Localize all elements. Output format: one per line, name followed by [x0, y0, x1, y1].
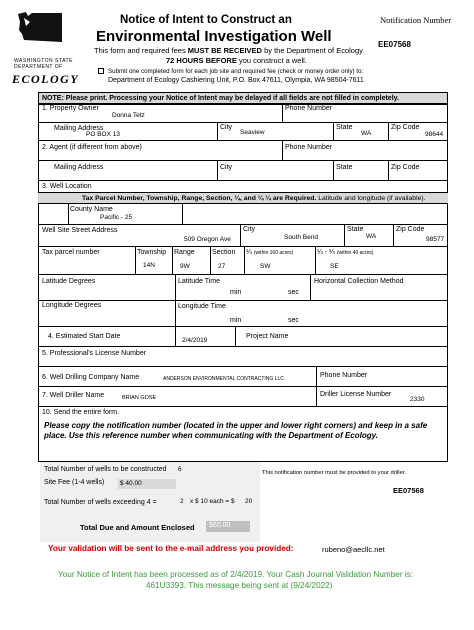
license-label: Driller License Number	[320, 391, 392, 398]
section7-line	[38, 386, 448, 387]
instruction-line4: Department of Ecology Cashiering Unit, P.O. Box 47611, Olympia, WA 98504-7611	[108, 77, 364, 84]
quarter-label	[246, 249, 293, 256]
section1-city-divider	[217, 122, 218, 140]
instr1-b: MUST BE RECEIVED	[187, 46, 262, 55]
longitude-row-line	[38, 300, 448, 301]
section2-city-divider	[217, 160, 218, 180]
section2-row2-line	[38, 160, 448, 161]
section3-line	[38, 180, 448, 181]
longitude-deg-label: Longitude Degrees	[42, 302, 102, 309]
street-state-divider	[344, 224, 345, 246]
section2-label: 2. Agent (if different from above)	[42, 144, 142, 151]
site-fee-label: Site Fee (1-4 wells)	[44, 479, 105, 486]
section7-license-divider	[316, 386, 317, 406]
section-value[interactable]: 27	[218, 263, 226, 270]
section1-state-value[interactable]: WA	[361, 130, 372, 137]
section1-city-label: City	[220, 124, 233, 131]
notification-number-top: EE07568	[378, 40, 411, 49]
washington-map-icon	[16, 10, 64, 44]
street-row-line	[38, 224, 448, 225]
qq-symbol: ¼ - ¼	[317, 249, 335, 256]
instr2-a: 72 HOURS BEFORE	[166, 56, 237, 65]
parcel-label: Tax parcel number	[42, 249, 100, 256]
notification-number-bottom: EE07568	[393, 486, 424, 495]
section1-line	[38, 104, 448, 105]
exceeding-total: 20	[245, 498, 253, 505]
form-title-line2: Environmental Investigation Well	[96, 28, 332, 45]
qq-value[interactable]: SE	[330, 263, 339, 270]
section1-phone-label: Phone Number	[285, 105, 333, 112]
latitude-time-label: Latitude Time	[178, 278, 221, 285]
ecology-logo	[10, 6, 80, 92]
range-value[interactable]: 9W	[180, 263, 190, 270]
section-label: Section	[212, 249, 236, 256]
section1-city-value[interactable]: Seaview	[240, 129, 265, 136]
qq-divider	[315, 246, 316, 274]
instruction-line2	[166, 56, 307, 65]
section1-zip-divider	[388, 122, 389, 140]
wells-label: Total Number of wells to be constructed	[44, 466, 167, 473]
section1-state-divider	[333, 122, 334, 140]
validation-text: Your validation will be sent to the e-mail address you provided:	[48, 544, 294, 553]
instr1-a: This form and required fees	[94, 46, 188, 55]
instr2-b: you construct a well.	[236, 56, 307, 65]
validation-email[interactable]: rubeno@aecllc.net	[322, 545, 385, 554]
section1-phone-divider	[282, 104, 283, 122]
township-divider	[135, 246, 136, 274]
street-zip-divider	[393, 224, 394, 246]
project-name-label: Project Name	[246, 333, 289, 340]
section10-label-text: 10. Send the entire form.	[42, 409, 120, 416]
section4-label: 4. Estimated Start Date	[48, 333, 121, 340]
logo-small-text: WASHINGTON STATE DEPARTMENT OF	[14, 58, 73, 70]
company-value[interactable]: ANDERSON ENVIRONMENTAL CONTRACTING LLC	[163, 376, 284, 382]
township-label: Township	[137, 249, 167, 256]
section4-line	[38, 326, 448, 327]
driller-value[interactable]: BRIAN GOSE	[122, 395, 157, 401]
qq-hint: (within 40 acres)	[336, 250, 374, 256]
street-city-label: City	[243, 226, 256, 233]
wells-value[interactable]: 6	[178, 466, 182, 473]
parcel-header-optional: Latitude and longitude (if available).	[316, 195, 426, 202]
quarter-symbol: ¼	[246, 249, 252, 256]
section-divider	[210, 246, 211, 274]
total-label: Total Due and Amount Enclosed	[80, 523, 195, 532]
parcel-row-line	[38, 246, 448, 247]
section10-instruction: Please copy the notification number (located in the upper and lower right corners) and keep in a safe place. Use this reference number when communicating with the Department of Ecology.	[44, 421, 428, 440]
section1-state-label: State	[336, 124, 353, 131]
street-value[interactable]: 509 Oregon Ave	[184, 236, 231, 243]
section1-zip-value[interactable]: 98644	[425, 131, 444, 138]
horiz-label: Horizontal Collection Method	[314, 278, 404, 285]
qq-label	[317, 249, 374, 256]
street-city-divider	[240, 224, 241, 246]
quarter-divider	[244, 246, 245, 274]
note-bar: NOTE: Please print. Processing your Notice of Intent may be delayed if all fields are not filled in completely.	[38, 92, 448, 104]
parcel-header-required: Tax Parcel Number, Township, Range, Section, ¼, and ¼ ¼ are Required.	[82, 195, 317, 202]
fee-right-note: This notification number must be provided to your driller.	[262, 470, 407, 476]
latitude-min: min	[230, 289, 242, 296]
instruction-line1	[94, 46, 363, 55]
longitude-time-label: Longitude Time	[178, 303, 226, 310]
section10-line	[38, 406, 448, 407]
license-value[interactable]: 2330	[410, 396, 425, 403]
county-left-divider	[68, 204, 69, 224]
exceeding-mult: x $ 10 each = $	[190, 498, 235, 505]
mailing-address-label: Mailing Address	[54, 125, 104, 132]
section6-line	[38, 366, 448, 367]
notification-number-label: Notification Number	[380, 15, 452, 25]
latitude-deg-label: Latitude Degrees	[42, 278, 96, 285]
section6-phone-divider	[316, 366, 317, 386]
date-left-divider	[175, 326, 176, 346]
street-state-value[interactable]: WA	[366, 233, 377, 240]
project-divider	[235, 326, 236, 346]
section2-state-divider	[333, 160, 334, 180]
parcel-header-bar	[38, 192, 448, 204]
section1-label: 1. Property Owner	[42, 105, 99, 112]
total-value: $60.00	[206, 521, 250, 532]
county-label: County Name	[70, 206, 113, 213]
section6-label: 6. Well Drilling Company Name	[42, 374, 140, 381]
site-fee-value: $ 40.00	[118, 479, 176, 489]
section2-state-label: State	[336, 164, 353, 171]
quarter-hint: (within 160 acres)	[253, 250, 294, 256]
street-zip-value[interactable]: 98577	[426, 236, 445, 243]
street-label: Well Site Street Address	[42, 227, 118, 234]
section1-row2-line	[38, 122, 448, 123]
instr1-c: by the Department of Ecology	[261, 46, 363, 55]
longitude-sec: sec	[288, 317, 299, 324]
range-label: Range	[174, 249, 195, 256]
section6-phone-label: Phone Number	[320, 372, 368, 379]
start-date-value[interactable]: 2/4/2019	[182, 337, 208, 344]
instruction-line3: Submit one completed form for each job site and required fee (check or money order only) to:	[108, 68, 364, 75]
latitude-row-line	[38, 274, 448, 275]
county-value[interactable]: Pacific - 25	[100, 214, 133, 221]
latitude-sec: sec	[288, 289, 299, 296]
section2-phone-divider	[282, 140, 283, 160]
section5-label: 5. Professional's License Number	[42, 350, 147, 357]
township-value[interactable]: 14N	[143, 262, 155, 269]
section1-zip-label: Zip Code	[391, 124, 420, 131]
street-zip-label: Zip Code	[396, 226, 425, 233]
section2-zip-label: Zip Code	[391, 164, 420, 171]
confirmation-line2: 461U3393. This message being sent at (9/24/2022)	[146, 581, 333, 590]
section2-zip-divider	[388, 160, 389, 180]
exceeding-label: Total Number of wells exceeding 4 =	[44, 499, 157, 506]
street-city-value[interactable]: South Bend	[284, 234, 318, 241]
county-right-divider	[182, 204, 183, 224]
exceeding-count[interactable]: 2	[180, 498, 184, 505]
mailing-address-value[interactable]: PO BOX 13	[86, 131, 120, 138]
section2-phone-label: Phone Number	[285, 144, 333, 151]
form-title-line1: Notice of Intent to Construct an	[120, 14, 292, 26]
range-divider	[172, 246, 173, 274]
section2-city-label: City	[220, 164, 233, 171]
property-owner-value[interactable]: Donna Tetz	[112, 112, 145, 119]
section2-line	[38, 140, 448, 141]
street-state-label: State	[347, 226, 364, 233]
logo-big-text: ECOLOGY	[12, 72, 80, 86]
confirmation-line1: Your Notice of Intent has been processed as of 2/4/2019. Your Cash Journal Validation Number is:	[58, 570, 414, 579]
section7-label: 7. Well Driller Name	[42, 392, 105, 399]
longitude-min: min	[230, 317, 242, 324]
horiz-divider	[310, 274, 311, 300]
section10-label	[42, 409, 119, 416]
section2-mailing-label: Mailing Address	[54, 164, 104, 171]
section3-label: 3. Well Location	[42, 183, 92, 190]
instruction-checkbox[interactable]	[98, 68, 104, 74]
quarter-value[interactable]: SW	[260, 263, 271, 270]
section5-line	[38, 346, 448, 347]
